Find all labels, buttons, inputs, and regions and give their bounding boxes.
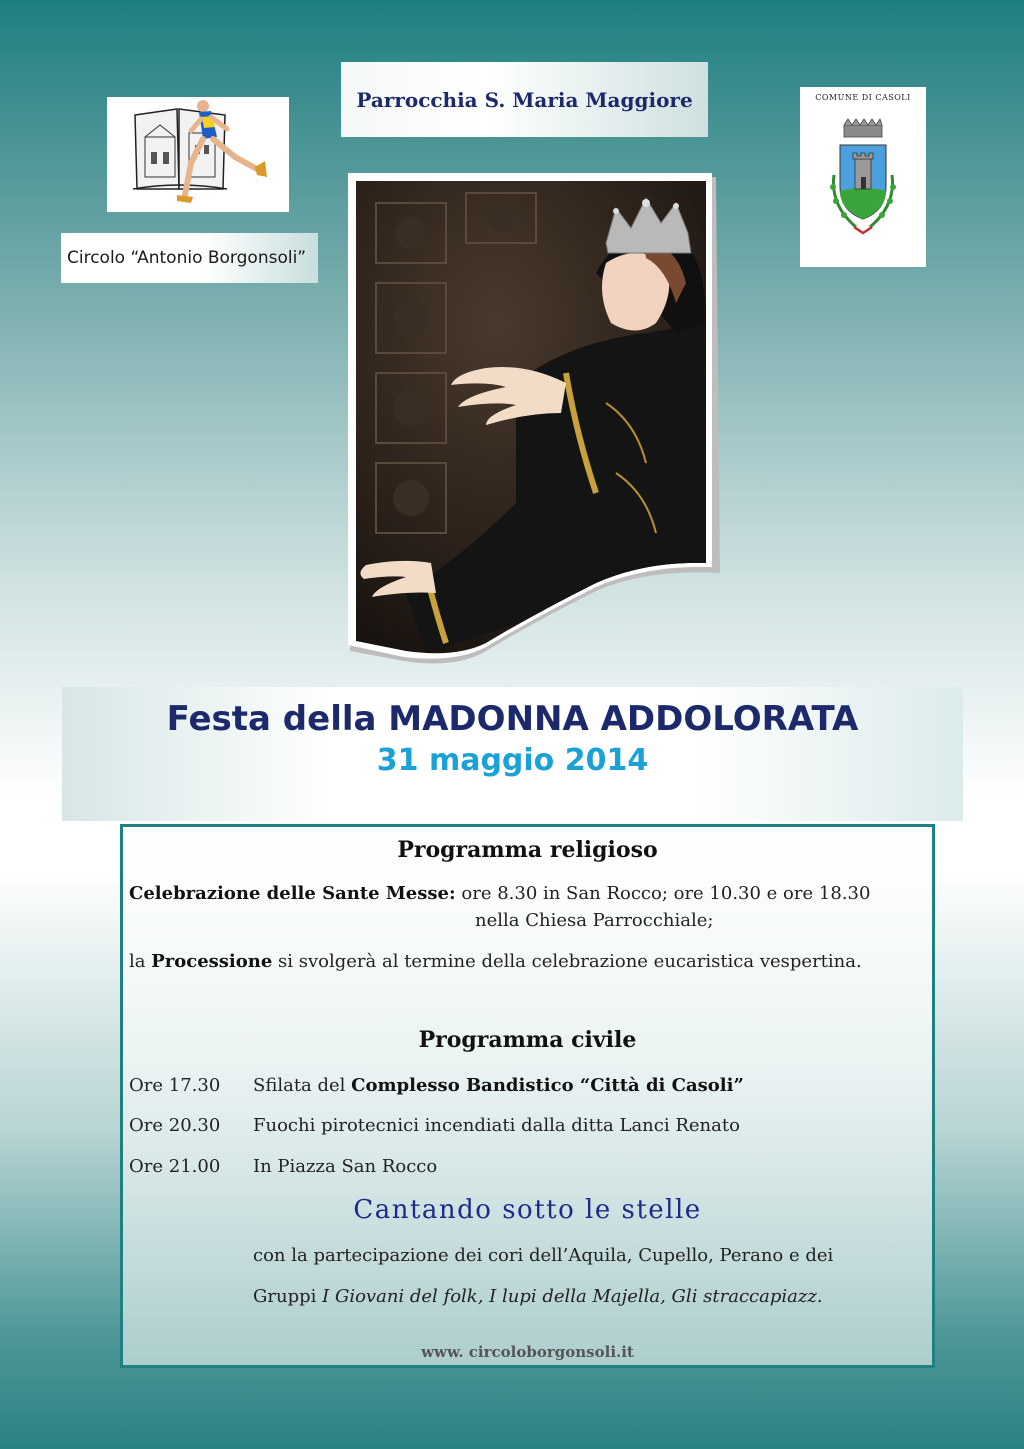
civil-time-1: Ore 17.30	[129, 1075, 221, 1096]
casoli-coat-of-arms-icon	[800, 87, 926, 267]
civil-time-2: Ore 20.30	[129, 1115, 221, 1136]
civil-event-1-band: Complesso Bandistico “Città di Casoli”	[351, 1075, 744, 1096]
civil-event-1	[253, 1075, 744, 1096]
procession-pre: la	[129, 951, 152, 972]
comune-label: COMUNE DI CASOLI	[815, 93, 911, 102]
civil-event-3: In Piazza San Rocco	[253, 1156, 438, 1177]
masses-line	[129, 883, 870, 904]
civil-heading: Programma civile	[418, 1027, 637, 1053]
participation-groups: I Giovani del folk, I lupi della Majella, Gli straccapiazz.	[322, 1286, 823, 1307]
masses-location: nella Chiesa Parrocchiale;	[475, 910, 714, 931]
circolo-logo	[107, 97, 289, 212]
madonna-statue-photo	[346, 173, 724, 673]
circolo-name: Circolo “Antonio Borgonsoli”	[67, 248, 307, 268]
parish-title: Parrocchia S. Maria Maggiore	[356, 87, 693, 112]
website-link[interactable]: www. circoloborgonsoli.it	[421, 1343, 634, 1361]
civil-time-3: Ore 21.00	[129, 1156, 221, 1177]
masses-label: Celebrazione delle Sante Messe:	[129, 883, 456, 904]
program-box	[120, 824, 935, 1368]
madonna-statue-photo-icon	[346, 173, 724, 673]
event-date: 31 maggio 2014	[376, 743, 649, 778]
civil-event-1-pre: Sfilata del	[253, 1075, 352, 1096]
participation-pre: Gruppi	[253, 1286, 323, 1307]
participation-line-1: con la partecipazione dei cori dell’Aquila, Cupello, Perano e dei	[253, 1245, 834, 1266]
show-title: Cantando sotto le stelle	[353, 1195, 702, 1225]
comune-card	[800, 87, 926, 267]
event-title: Festa della MADONNA ADDOLORATA	[166, 699, 859, 739]
procession-word: Processione	[151, 951, 273, 972]
runner-book-logo-icon	[107, 97, 289, 212]
circolo-name-label	[61, 233, 318, 283]
procession-line	[129, 951, 862, 972]
religious-heading: Programma religioso	[397, 837, 658, 863]
masses-times: ore 8.30 in San Rocco; ore 10.30 e ore 18.30	[461, 883, 871, 904]
procession-post: si svolgerà al termine della celebrazione eucaristica vespertina.	[272, 951, 862, 972]
civil-event-2: Fuochi pirotecnici incendiati dalla ditta Lanci Renato	[253, 1115, 740, 1136]
participation-line-2	[253, 1286, 823, 1307]
parish-header	[341, 62, 708, 137]
event-banner	[62, 687, 963, 821]
